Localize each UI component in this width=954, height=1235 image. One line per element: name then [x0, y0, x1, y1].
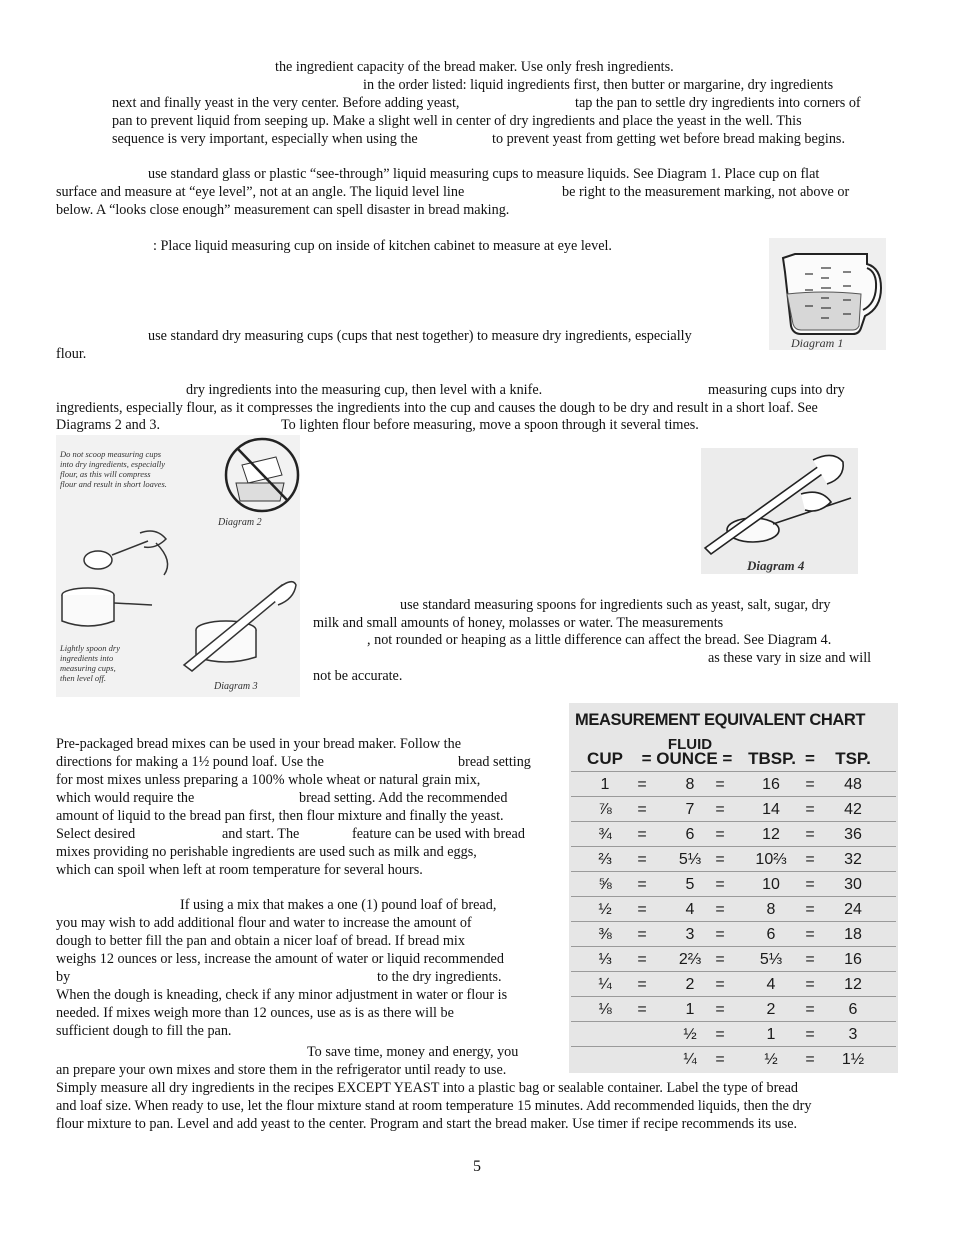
text-line: the ingredient capacity of the bread maker. Use only fresh ingredients.: [275, 59, 674, 75]
chart-cell: =: [715, 1026, 725, 1043]
text-line: dry ingredients into the measuring cup, then level with a knife.: [186, 382, 543, 398]
chart-cell: 6: [685, 826, 695, 843]
text-line: not be accurate.: [313, 668, 403, 684]
text-line: : Place liquid measuring cup on inside of kitchen cabinet to measure at eye level.: [153, 238, 612, 254]
chart-cell: =: [715, 901, 725, 918]
header-ounce: = OUNCE =: [641, 749, 733, 768]
text-line: measuring cups into dry: [708, 382, 845, 398]
diagram-3-caption: Diagram 3: [214, 681, 258, 692]
text-line: Select desired: [56, 826, 136, 842]
diagram-2-note-1: Do not scoop measuring cups: [60, 449, 162, 459]
chart-cell: ⅝: [598, 876, 612, 893]
chart-row-divider: [571, 871, 896, 872]
text-line: and start. The: [222, 826, 300, 842]
text-line: Simply measure all dry ingredients in the recipes EXCEPT YEAST into a plastic bag or sealable container. Label the type of bread: [56, 1080, 799, 1096]
chart-cell: 18: [844, 926, 862, 943]
chart-cell: =: [637, 826, 647, 843]
chart-row-divider: [571, 971, 896, 972]
chart-cell: 4: [766, 976, 776, 993]
chart-cell: 3: [848, 1026, 858, 1043]
chart-cell: ⅔: [598, 851, 612, 868]
header-tsp: TSP.: [835, 749, 871, 768]
text-line: When the dough is kneading, check if any minor adjustment in water or flour is: [56, 987, 508, 1003]
chart-cell: =: [637, 776, 647, 793]
text-line: by: [56, 969, 71, 985]
chart-cell: =: [715, 976, 725, 993]
chart-cell: 36: [844, 826, 862, 843]
chart-cell: ½: [598, 901, 612, 918]
diagram-2-note-2: into dry ingredients, especially: [60, 459, 165, 469]
chart-cell: 30: [844, 876, 862, 893]
diagram-4-caption: Diagram 4: [747, 558, 805, 573]
text-line: Diagrams 2 and 3.: [56, 417, 161, 433]
chart-cell: =: [637, 876, 647, 893]
text-line: , not rounded or heaping as a little difference can affect the bread. See Diagram 4.: [367, 632, 832, 648]
text-line: surface and measure at “eye level”, not at an angle. The liquid level line: [56, 184, 465, 200]
chart-cell: =: [805, 851, 815, 868]
chart-cell: =: [805, 951, 815, 968]
chart-cell: =: [805, 1051, 815, 1068]
text-line: sufficient dough to fill the pan.: [56, 1023, 232, 1039]
text-line: weighs 12 ounces or less, increase the amount of water or liquid recommended: [56, 951, 504, 967]
text-line: use standard measuring spoons for ingredients such as yeast, salt, sugar, dry: [400, 597, 831, 613]
text-line: bread setting. Add the recommended: [299, 790, 508, 806]
chart-cell: ⅞: [598, 801, 612, 818]
text-line: To lighten flour before measuring, move a spoon through it several times.: [281, 417, 699, 433]
chart-row-divider: [571, 921, 896, 922]
chart-cell: ½: [764, 1051, 778, 1068]
chart-row-divider: [571, 996, 896, 997]
chart-cell: 6: [848, 1001, 858, 1018]
chart-cell: =: [715, 876, 725, 893]
chart-cell: =: [637, 976, 647, 993]
header-eq3: =: [805, 749, 815, 768]
text-line: which can spoil when left at room temperature for several hours.: [56, 862, 423, 878]
text-line: for most mixes unless preparing a 100% whole wheat or natural grain mix,: [56, 772, 481, 788]
chart-cell: ½: [683, 1026, 697, 1043]
chart-cell: =: [637, 1001, 647, 1018]
text-line: If using a mix that makes a one (1) pound loaf of bread,: [180, 897, 497, 913]
chart-cell: =: [805, 876, 815, 893]
text-line: use standard dry measuring cups (cups that nest together) to measure dry ingredients, especially: [148, 328, 692, 344]
text-line: needed. If mixes weigh more than 12 ounces, use as is as there will be: [56, 1005, 454, 1021]
chart-row-divider: [571, 821, 896, 822]
chart-cell: 6: [766, 926, 776, 943]
measurement-equivalent-chart: [569, 703, 898, 1073]
text-line: to the dry ingredients.: [377, 969, 502, 985]
chart-cell: 10: [762, 876, 780, 893]
chart-row-divider: [571, 796, 896, 797]
chart-title: MEASUREMENT EQUIVALENT CHART: [575, 711, 866, 729]
text-line: mixes providing no perishable ingredients are used such as milk and eggs,: [56, 844, 477, 860]
chart-cell: =: [715, 851, 725, 868]
chart-cell: 48: [844, 776, 862, 793]
text-line: bread setting: [458, 754, 531, 770]
chart-row-divider: [571, 1046, 896, 1047]
diagram-3-note-4: then level off.: [60, 673, 107, 683]
header-tbsp: TBSP.: [748, 749, 796, 768]
chart-row-divider: [571, 1021, 896, 1022]
chart-cell: 24: [844, 901, 862, 918]
chart-cell: 16: [844, 951, 862, 968]
text-line: pan to prevent liquid from seeping up. Make a slight well in center of dry ingredients and place the yeast in the well. This: [112, 113, 802, 129]
text-line: amount of liquid to the bread pan first, then flour mixture and finally the yeast.: [56, 808, 504, 824]
chart-cell: 14: [762, 801, 780, 818]
chart-cell: 1½: [841, 1051, 865, 1068]
chart-cell: =: [805, 901, 815, 918]
chart-cell: 42: [844, 801, 862, 818]
chart-cell: 12: [762, 826, 780, 843]
chart-cell: =: [715, 926, 725, 943]
text-line: to prevent yeast from getting wet before bread making begins.: [492, 131, 845, 147]
text-line: which would require the: [56, 790, 195, 806]
measuring-cup-icon: [769, 238, 886, 350]
chart-cell: =: [715, 801, 725, 818]
chart-cell: =: [637, 901, 647, 918]
text-line: To save time, money and energy, you: [307, 1044, 519, 1060]
text-line: you may wish to add additional flour and water to increase the amount of: [56, 915, 472, 931]
chart-cell: =: [637, 951, 647, 968]
text-line: tap the pan to settle dry ingredients into corners of: [575, 95, 861, 111]
chart-cell: =: [715, 1001, 725, 1018]
text-line: ingredients, especially flour, as it compresses the ingredients into the cup and causes the dough to be dry and result in a short loaf. See: [56, 400, 818, 416]
diagram-1: [769, 238, 886, 350]
chart-cell: ⅛: [598, 1001, 612, 1018]
text-line: next and finally yeast in the very center. Before adding yeast,: [112, 95, 460, 111]
chart-cell: =: [805, 1026, 815, 1043]
text-line: sequence is very important, especially when using the: [112, 131, 418, 147]
chart-cell: =: [637, 801, 647, 818]
text-line: feature can be used with bread: [352, 826, 525, 842]
chart-cell: 4: [685, 901, 695, 918]
chart-cell: =: [805, 976, 815, 993]
chart-cell: 1: [685, 1001, 695, 1018]
chart-row-divider: [571, 946, 896, 947]
chart-cell: =: [805, 826, 815, 843]
chart-cell: 10⅔: [755, 851, 787, 868]
chart-cell: 7: [685, 801, 695, 818]
text-line: milk and small amounts of honey, molasses or water. The measurements: [313, 615, 724, 631]
diagram-3-note-2: ingredients into: [60, 653, 114, 663]
chart-cell: 12: [844, 976, 862, 993]
diagram-3-note-1: Lightly spoon dry: [60, 643, 120, 653]
chart-cell: 16: [762, 776, 780, 793]
diagram-3-note-3: measuring cups,: [60, 663, 116, 673]
chart-cell: =: [805, 801, 815, 818]
text-line: be right to the measurement marking, not above or: [562, 184, 850, 200]
chart-cell: 5: [685, 876, 695, 893]
chart-cell: 8: [766, 901, 776, 918]
chart-cell: =: [637, 926, 647, 943]
chart-row-divider: [571, 846, 896, 847]
chart-cell: 5⅓: [678, 851, 702, 868]
chart-cell: =: [715, 1051, 725, 1068]
header-cup: CUP: [587, 749, 623, 768]
chart-cell: ¾: [598, 826, 612, 843]
text-line: directions for making a 1½ pound loaf. Use the: [56, 754, 324, 770]
chart-cell: 2: [685, 976, 695, 993]
text-line: flour mixture to pan. Level and add yeast to the center. Program and start the bread maker. Use timer if recipe recommends its use.: [56, 1116, 798, 1132]
chart-cell: 5⅓: [759, 951, 783, 968]
chart-cell: 2: [766, 1001, 776, 1018]
chart-row-divider: [571, 771, 896, 772]
chart-cell: 1: [766, 1026, 776, 1043]
header-fluid: FLUID: [667, 736, 713, 753]
text-line: below. A “looks close enough” measurement can spell disaster in bread making.: [56, 202, 510, 218]
chart-cell: 2⅔: [678, 951, 702, 968]
chart-cell: =: [715, 826, 725, 843]
chart-cell: =: [637, 851, 647, 868]
diagrams-2-3: [56, 435, 300, 697]
diagram-1-caption: Diagram 1: [791, 336, 844, 350]
page-number: 5: [473, 1158, 481, 1175]
chart-cell: 32: [844, 851, 862, 868]
chart-cell: =: [805, 1001, 815, 1018]
text-line: and loaf size. When ready to use, let the flour mixture stand at room temperature 15 minutes. Add recommended liquids, then the dry: [56, 1098, 812, 1114]
diagram-2-caption: Diagram 2: [218, 517, 262, 528]
chart-cell: =: [715, 951, 725, 968]
chart-cell: 1: [600, 776, 610, 793]
chart-cell: ⅜: [598, 926, 612, 943]
chart-row-divider: [571, 896, 896, 897]
text-line: an prepare your own mixes and store them in the refrigerator until ready to use.: [56, 1062, 507, 1078]
chart-cell: =: [715, 776, 725, 793]
diagram-2-note-4: flour and result in short loaves.: [60, 479, 167, 489]
chart-cell: 8: [685, 776, 695, 793]
text-line: dough to better fill the pan and obtain a nicer loaf of bread. If bread mix: [56, 933, 465, 949]
text-line: as these vary in size and will: [708, 650, 872, 666]
text-line: in the order listed: liquid ingredients first, then butter or margarine, dry ingredients: [363, 77, 834, 93]
text-line: use standard glass or plastic “see-through” liquid measuring cups to measure liquids. See Diagram 1. Place cup on flat: [148, 166, 820, 182]
diagram-4: [701, 448, 858, 574]
text-line: flour.: [56, 346, 87, 362]
diagram-2-note-3: flour, as this will compress: [60, 469, 151, 479]
chart-cell: ¼: [598, 976, 612, 993]
chart-cell: =: [805, 776, 815, 793]
text-line: Pre-packaged bread mixes can be used in your bread maker. Follow the: [56, 736, 461, 752]
chart-cell: ¼: [683, 1051, 697, 1068]
chart-cell: =: [805, 926, 815, 943]
chart-cell: 3: [685, 926, 695, 943]
chart-cell: ⅓: [598, 951, 612, 968]
